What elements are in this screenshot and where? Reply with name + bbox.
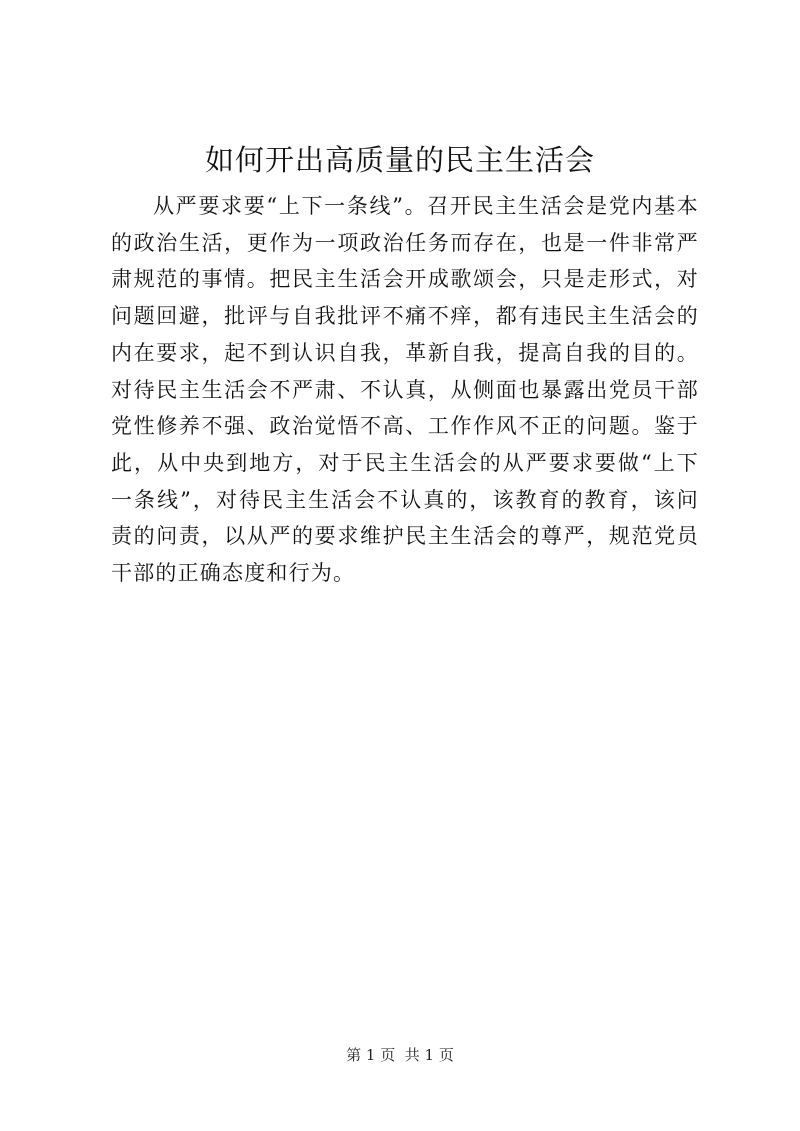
- document-title: 如何开出高质量的民主生活会: [204, 143, 595, 177]
- body-paragraph: 从严要求要“上下一条线”。召开民主生活会是党内基本的政治生活，更作为一项政治任务而存在，也是一件非常严肃规范的事情。把民主生活会开成歌颂会，只是走形式，对问题回避，批评与自我批评不痛不痒，都有违民主生活会的内在要求，起不到认识自我，革新自我，提高自我的目的。对待民主生活会不严肃、不认真，从侧面也暴露出党员干部党性修养不强、政治觉悟不高、工作作风不正的问题。鉴于此，从中央到地方，对于民主生活会的从严要求要做“上下一条线”，对待民主生活会不认真的，该教育的教育，该问责的问责，以从严的要求维护民主生活会的尊严，规范党员干部的正确态度和行为。: [111, 194, 699, 586]
- page-footer: [0, 1045, 800, 1065]
- page-number: 第 1 页 共 1 页: [346, 1046, 454, 1064]
